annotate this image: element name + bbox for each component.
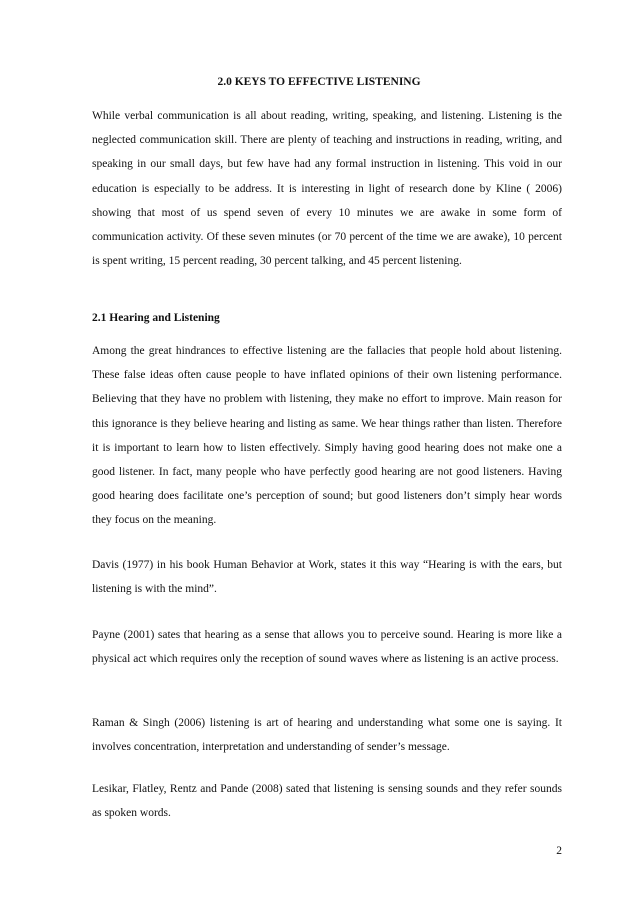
paragraph-lesikar: Lesikar, Flatley, Rentz and Pande (2008) sated that listening is sensing sounds and they refer sounds as spoken words. (92, 783, 562, 820)
paragraph-raman-singh: Raman & Singh (2006) listening is art of hearing and understanding what some one is saying. It involves concentration, interpretation and understanding of sender’s message. (92, 717, 562, 754)
page-number: 2 (556, 845, 562, 857)
paragraph-davis: Davis (1977) in his book Human Behavior at Work, states it this way “Hearing is with the ears, but listening is with the mind”. (92, 559, 562, 596)
section-title: 2.0 KEYS TO EFFECTIVE LISTENING (217, 76, 421, 88)
paragraph-payne: Payne (2001) sates that hearing as a sense that allows you to perceive sound. Hearing is more like a physical act which requires only the reception of sound waves where as listening is an active process. (92, 629, 562, 666)
subsection-title: 2.1 Hearing and Listening (92, 312, 220, 324)
paragraph-hindrances: Among the great hindrances to effective listening are the fallacies that people hold about listening. These false ideas often cause people to have inflated opinions of their own listening performance. Believing that they have no problem with listening, they make no effort to improve. Main reason for this ignorance is they believe hearing and listing as same. We hear things rather than listen. Therefore it is important to learn how to listen effectively. Simply having good hearing does not make one a good listener. In fact, many people who have perfectly good hearing are not good listeners. Having good hearing does facilitate one’s perception of sound; but good listeners don’t simply hear words they focus on the meaning. (92, 345, 562, 527)
intro-paragraph: While verbal communication is all about reading, writing, speaking, and listening. Listening is the neglected communication skill. There are plenty of teaching and instructions in reading, writing, and speaking in our small days, but few have had any formal instruction in listening. This void in our education is especially to be address. It is interesting in light of research done by Kline ( 2006) showing that most of us spend seven of every 10 minutes we are awake in some form of communication activity. Of these seven minutes (or 70 percent of the time we are awake), 10 percent is spent writing, 15 percent reading, 30 percent talking, and 45 percent listening. (92, 110, 562, 268)
